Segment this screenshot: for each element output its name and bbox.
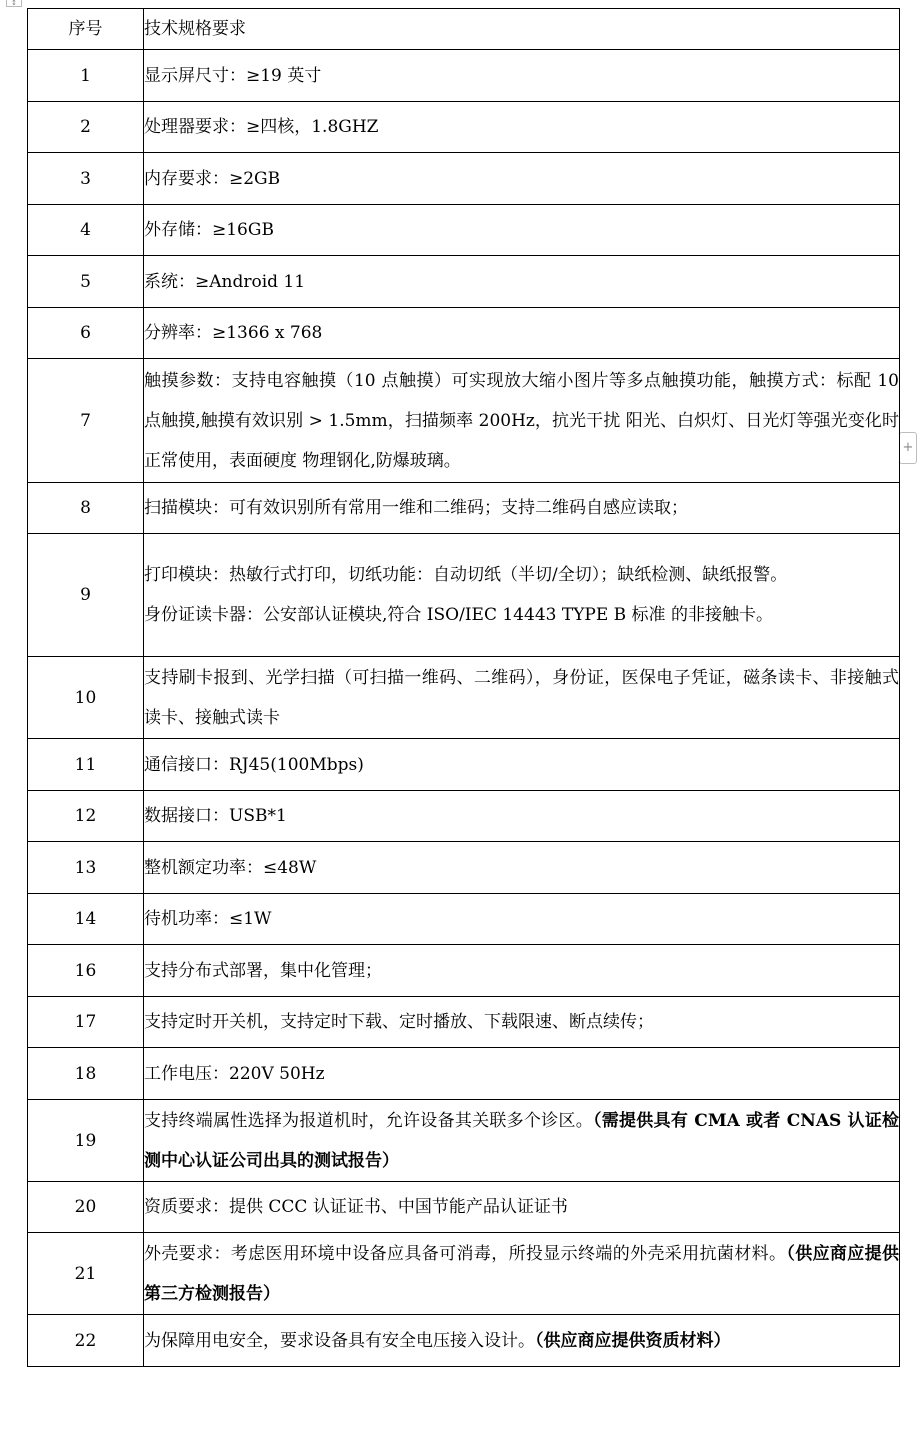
row-no: 3 [28, 153, 144, 205]
row-text: 触摸参数：支持电容触摸（10 点触摸）可实现放大缩小图片等多点触摸功能，触摸方式：标配 10 点触摸,触摸有效识别 > 1.5mm，扫描频率 200Hz，抗光干扰 阳光、白炽灯、日光灯等强光变化时正常使用，表面硬度 物理钢化,防爆玻璃。 [144, 359, 900, 483]
row-text: 支持分布式部署，集中化管理； [144, 945, 900, 997]
row-text: 外存储：≥16GB [144, 205, 900, 256]
table-row [28, 359, 900, 483]
row-text: 为保障用电安全，要求设备具有安全电压接入设计。 [144, 1330, 535, 1351]
row-text: 整机额定功率：≤48W [144, 842, 900, 894]
row-no: 20 [28, 1182, 144, 1233]
table-row [28, 657, 900, 739]
table-row [28, 483, 900, 534]
header-requirement: 技术规格要求 [144, 9, 900, 50]
row-text: 资质要求：提供 CCC 认证证书、中国节能产品认证证书 [144, 1182, 900, 1233]
table-row [28, 1233, 900, 1315]
table-row [28, 894, 900, 945]
row-text: 分辨率：≥1366 x 768 [144, 308, 900, 359]
row-text-group [144, 1315, 900, 1367]
table-row [28, 997, 900, 1048]
row-no: 12 [28, 791, 144, 842]
row-text-bold: （供应商应提供第三方检测报告） [144, 1243, 900, 1304]
row-no: 2 [28, 102, 144, 153]
table-row [28, 1182, 900, 1233]
row-text: 支持终端属性选择为报道机时，允许设备其关联多个诊区。 [144, 1110, 593, 1131]
row-no: 19 [28, 1100, 144, 1182]
row-text: 处理器要求：≥四核，1.8GHZ [144, 102, 900, 153]
row-text-secondary: 身份证读卡器：公安部认证模块,符合 ISO/IEC 14443 TYPE B 标准 的非接触卡。 [144, 605, 773, 625]
row-no: 13 [28, 842, 144, 894]
table-row [28, 50, 900, 102]
row-no: 9 [28, 534, 144, 657]
row-text-bold: （供应商应提供资质材料） [535, 1330, 731, 1351]
row-no: 7 [28, 359, 144, 483]
row-no: 10 [28, 657, 144, 739]
table-row [28, 791, 900, 842]
row-text: 打印模块：热敏行式打印，切纸功能：自动切纸（半切/全切）；缺纸检测、缺纸报警。 [144, 565, 788, 585]
table-row [28, 842, 900, 894]
table-row [28, 102, 900, 153]
row-no: 1 [28, 50, 144, 102]
row-text: 内存要求：≥2GB [144, 153, 900, 205]
table-move-handle[interactable]: ↕ [6, 0, 22, 7]
table-row [28, 153, 900, 205]
row-no: 6 [28, 308, 144, 359]
row-text-bold: （需提供具有 CMA 或者 CNAS 认证检测中心认证公司出具的测试报告） [144, 1110, 900, 1171]
table-row [28, 1048, 900, 1100]
table-row [28, 205, 900, 256]
row-text-group [144, 1233, 900, 1315]
table-row [28, 534, 900, 657]
row-text: 通信接口：RJ45(100Mbps) [144, 739, 900, 791]
row-text: 系统：≥Android 11 [144, 256, 900, 308]
row-no: 11 [28, 739, 144, 791]
row-text: 外壳要求：考虑医用环境中设备应具备可消毒，所投显示终端的外壳采用抗菌材料。 [144, 1243, 787, 1264]
table-row [28, 256, 900, 308]
row-no: 18 [28, 1048, 144, 1100]
table-row [28, 1315, 900, 1367]
table-row [28, 1100, 900, 1182]
row-text: 支持定时开关机，支持定时下载、定时播放、下载限速、断点续传； [144, 997, 900, 1048]
row-no: 4 [28, 205, 144, 256]
row-text-group [144, 534, 900, 657]
header-row [28, 9, 900, 50]
row-text: 支持刷卡报到、光学扫描（可扫描一维码、二维码），身份证，医保电子凭证，磁条读卡、非接触式读卡、接触式读卡 [144, 657, 900, 739]
table-row [28, 945, 900, 997]
row-no: 5 [28, 256, 144, 308]
row-text: 数据接口：USB*1 [144, 791, 900, 842]
row-text: 待机功率：≤1W [144, 894, 900, 945]
table-row [28, 739, 900, 791]
row-text-group [144, 1100, 900, 1182]
row-no: 22 [28, 1315, 144, 1367]
row-no: 16 [28, 945, 144, 997]
row-text: 工作电压：220V 50Hz [144, 1048, 900, 1100]
row-text: 显示屏尺寸：≥19 英寸 [144, 50, 900, 102]
table-row [28, 308, 900, 359]
row-text: 扫描模块：可有效识别所有常用一维和二维码；支持二维码自感应读取； [144, 483, 900, 534]
add-row-icon[interactable]: + [899, 432, 917, 464]
row-no: 21 [28, 1233, 144, 1315]
row-no: 8 [28, 483, 144, 534]
spec-table [27, 8, 900, 1367]
row-no: 17 [28, 997, 144, 1048]
row-no: 14 [28, 894, 144, 945]
header-no: 序号 [28, 9, 144, 50]
